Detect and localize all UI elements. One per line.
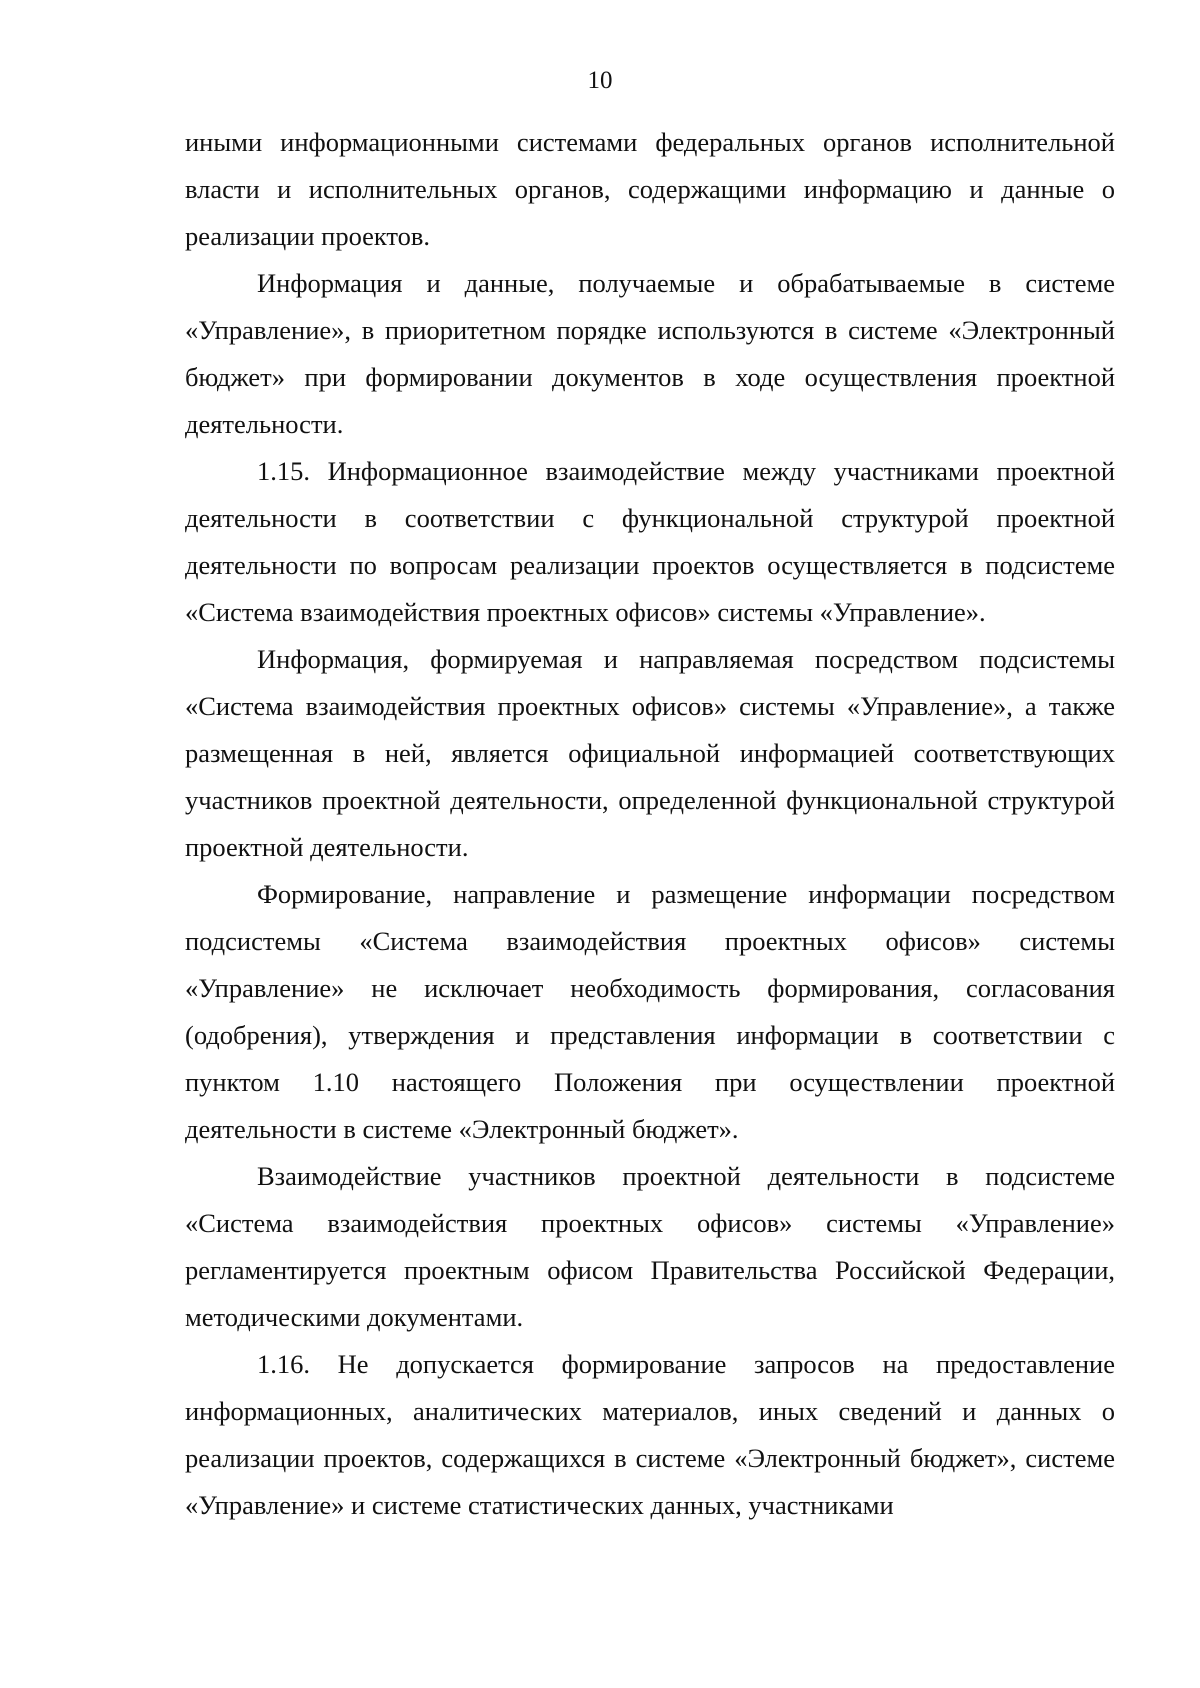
paragraph-formation-direction: Формирование, направление и размещение информации посредством подсистемы «Система взаимодействия проектных офисов» системы «Управление» не исключает необходимость формирования, согласования (одобрения), утверждения и представления информации в соответствии с пунктом 1.10 настоящего Положения при осуществлении проектной деятельности в системе «Электронный бюджет».	[185, 879, 1115, 1144]
paragraph-1-16: 1.16. Не допускается формирование запросов на предоставление информационных, аналитических материалов, иных сведений и данных о реализации проектов, содержащихся в системе «Электронный бюджет», системе «Управление» и системе статистических данных, участниками	[185, 1349, 1115, 1520]
paragraph-1-15: 1.15. Информационное взаимодействие между участниками проектной деятельности в соответствии с функциональной структурой проектной деятельности по вопросам реализации проектов осуществляется в подсистеме «Система взаимодействия проектных офисов» системы «Управление».	[185, 456, 1115, 627]
paragraph-continuation: иными информационными системами федеральных органов исполнительной власти и исполнительных органов, содержащими информацию и данные о реализации проектов.	[185, 127, 1115, 251]
paragraph-interaction-regulation: Взаимодействие участников проектной деятельности в подсистеме «Система взаимодействия проектных офисов» системы «Управление» регламентируется проектным офисом Правительства Российской Федерации, методическими документами.	[185, 1161, 1115, 1332]
document-body	[185, 119, 1115, 1529]
paragraph-official-information: Информация, формируемая и направляемая посредством подсистемы «Система взаимодействия проектных офисов» системы «Управление», а также размещенная в ней, является официальной информацией соответствующих участников проектной деятельности, определенной функциональной структурой проектной деятельности.	[185, 644, 1115, 862]
paragraph-information-data: Информация и данные, получаемые и обрабатываемые в системе «Управление», в приоритетном порядке используются в системе «Электронный бюджет» при формировании документов в ходе осуществления проектной деятельности.	[185, 268, 1115, 439]
page-number: 10	[587, 67, 613, 94]
